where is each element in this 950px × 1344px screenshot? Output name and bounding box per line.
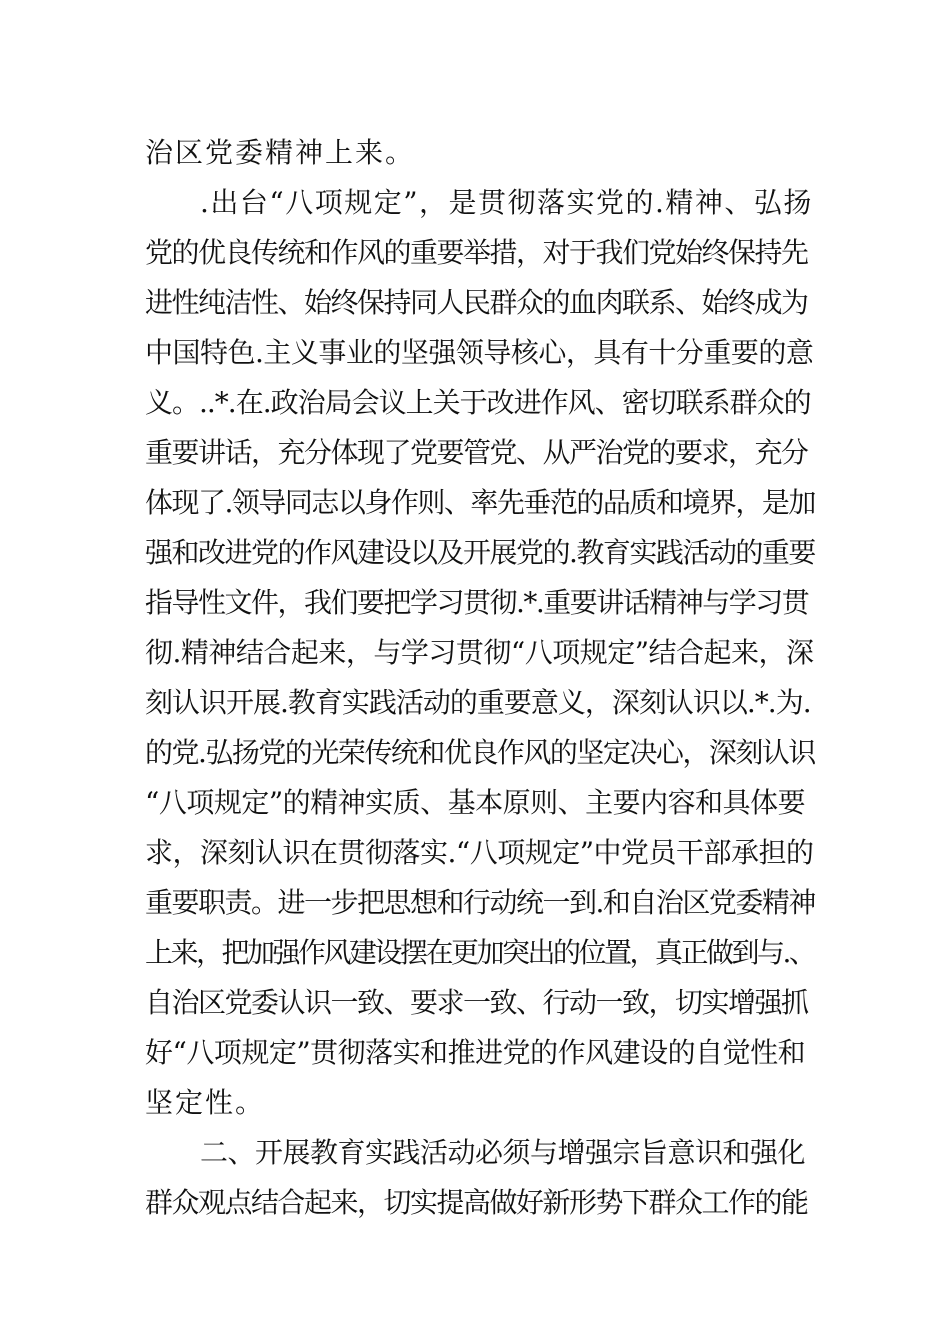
text-line: 好“八项规定”贯彻落实和推进党的作风建设的自觉性和 — [145, 1036, 806, 1069]
text-line: 上来，把加强作风建设摆在更加突出的位置，真正做到与.、 — [145, 936, 815, 969]
text-line: 党的优良传统和作风的重要举措，对于我们党始终保持先 — [145, 236, 808, 269]
text-line: 治区党委精神上来。 — [145, 136, 416, 169]
text-line: “八项规定”的精神实质、基本原则、主要内容和具体要 — [145, 786, 806, 819]
text-line: 义。..*.在.政治局会议上关于改进作风、密切联系群众的 — [145, 386, 811, 419]
text-line: 的党.弘扬党的光荣传统和优良作风的坚定决心，深刻认识 — [145, 736, 815, 769]
text-line: 体现了.领导同志以身作则、率先垂范的品质和境界，是加 — [145, 486, 815, 519]
text-line: 自治区党委认识一致、要求一致、行动一致，切实增强抓 — [145, 986, 808, 1019]
text-line: 重要职责。进一步把思想和行动统一到.和自治区党委精神 — [145, 886, 815, 919]
text-line: 刻认识开展.教育实践活动的重要意义，深刻认识以.*.为. — [145, 686, 811, 719]
text-line: 中国特色.主义事业的坚强领导核心，具有十分重要的意 — [145, 336, 814, 369]
text-line: .出台“八项规定”，是贯彻落实党的.精神、弘扬 — [200, 186, 813, 219]
text-line: 坚定性。 — [145, 1086, 266, 1119]
text-line: 二、开展教育实践活动必须与增强宗旨意识和强化 — [200, 1136, 806, 1169]
text-line: 彻.精神结合起来，与学习贯彻“八项规定”结合起来，深 — [145, 636, 814, 669]
text-line: 强和改进党的作风建设以及开展党的.教育实践活动的重要 — [145, 536, 815, 569]
text-line: 群众观点结合起来，切实提高做好新形势下群众工作的能 — [145, 1186, 808, 1219]
text-line: 重要讲话，充分体现了党要管党、从严治党的要求，充分 — [145, 436, 808, 469]
text-line: 进性纯洁性、始终保持同人民群众的血肉联系、始终成为 — [145, 286, 808, 319]
text-line: 指导性文件，我们要把学习贯彻.*.重要讲话精神与学习贯 — [145, 586, 809, 619]
text-line: 求，深刻认识在贯彻落实.“八项规定”中党员干部承担的 — [145, 836, 814, 869]
